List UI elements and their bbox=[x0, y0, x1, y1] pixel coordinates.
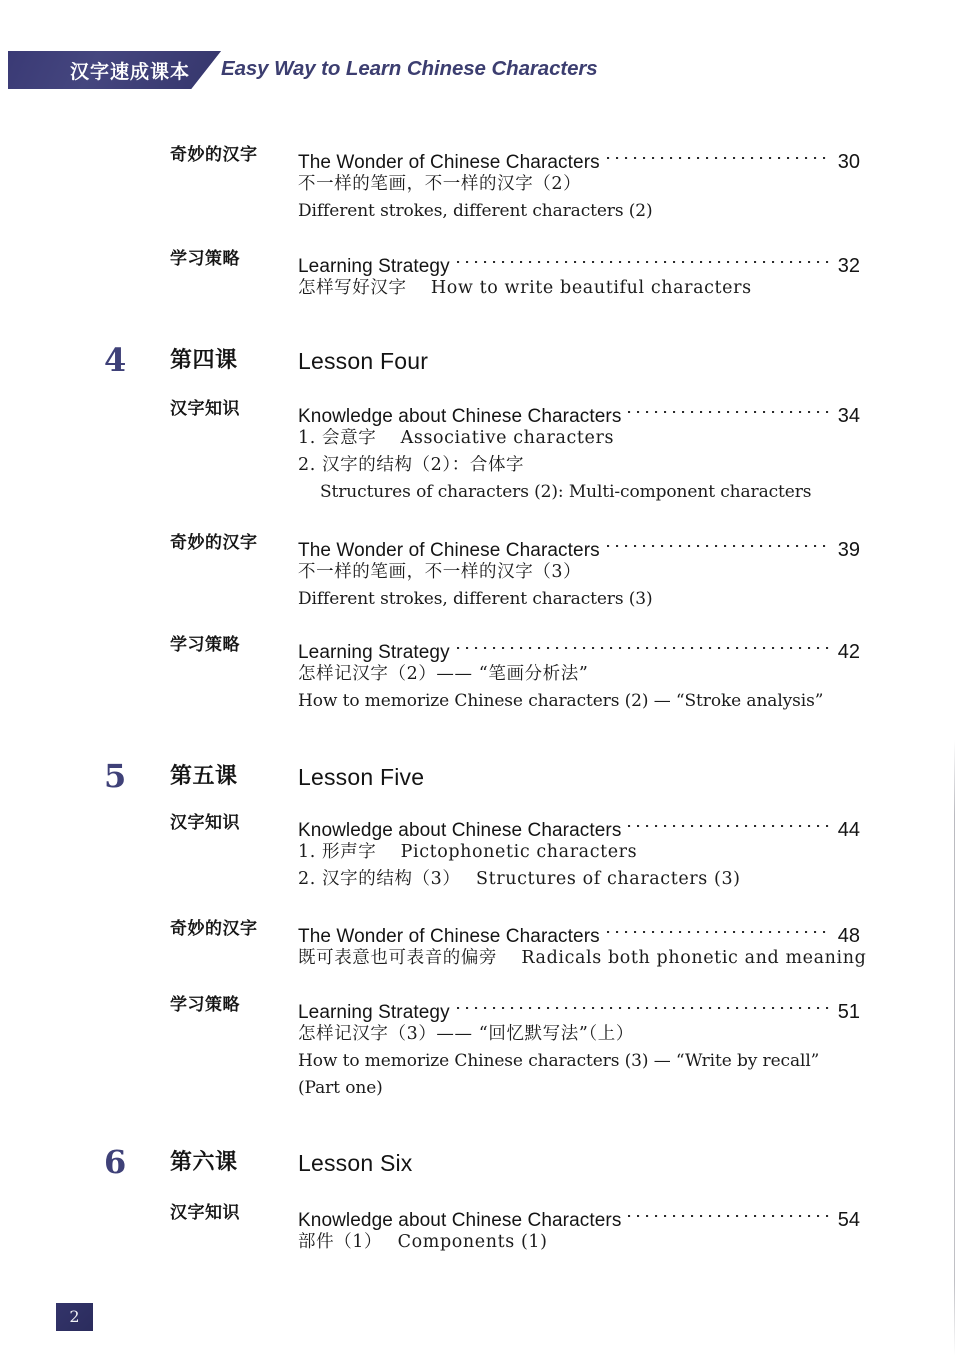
lesson-title-english: Lesson Five bbox=[298, 764, 425, 790]
running-head-english-title: Easy Way to Learn Chinese Characters bbox=[221, 57, 598, 80]
toc-entry-page-number: 48 bbox=[837, 925, 860, 947]
toc-entry-title: Knowledge about Chinese Characters bbox=[298, 1210, 622, 1231]
toc-entry-subline: 怎样写好汉字 How to write beautiful characters bbox=[298, 278, 752, 298]
toc-entry-category-label: 汉字知识 bbox=[170, 1203, 240, 1223]
toc-entry-subline: 1. 会意字 Associative characters bbox=[298, 428, 615, 448]
toc-entry-page-number: 54 bbox=[837, 1209, 860, 1231]
page-number: 2 bbox=[69, 1307, 80, 1326]
dot-leader bbox=[628, 1200, 829, 1226]
toc-entry-category-label: 奇妙的汉字 bbox=[170, 919, 258, 939]
toc-entry-subline: 2. 汉字的结构（3） Structures of characters (3) bbox=[298, 869, 741, 889]
toc-entry-subline: Different strokes, different characters (3) bbox=[298, 589, 653, 609]
lesson-heading bbox=[0, 1143, 960, 1186]
toc-entry-category-label: 学习策略 bbox=[170, 249, 240, 269]
dot-leader bbox=[607, 916, 829, 942]
toc-entry-main-line[interactable] bbox=[298, 810, 860, 841]
lesson-number: 6 bbox=[104, 1143, 127, 1181]
lesson-heading bbox=[0, 341, 960, 384]
toc-entry-title: The Wonder of Chinese Characters bbox=[298, 540, 600, 561]
toc-entry-title: Learning Strategy bbox=[298, 1002, 450, 1023]
toc-entry-subline: 怎样记汉字（2）—— “笔画分析法” bbox=[298, 664, 589, 684]
lesson-title-english: Lesson Six bbox=[298, 1150, 413, 1176]
dot-leader bbox=[457, 246, 829, 272]
toc-entry-page-number: 34 bbox=[837, 405, 860, 427]
toc-entry-category-label: 学习策略 bbox=[170, 635, 240, 655]
toc-entry-subline: 不一样的笔画，不一样的汉字（2） bbox=[298, 174, 582, 194]
dot-leader bbox=[457, 992, 829, 1018]
lesson-title-chinese: 第四课 bbox=[170, 348, 238, 373]
dot-leader bbox=[628, 810, 829, 836]
toc-entry-subline: How to memorize Chinese characters (2) — “Stroke analysis” bbox=[298, 691, 824, 711]
toc-entry-category-label: 奇妙的汉字 bbox=[170, 533, 258, 553]
toc-entry-main-line[interactable] bbox=[298, 142, 860, 173]
page-number-badge bbox=[56, 1303, 93, 1331]
toc-entry-main-line[interactable] bbox=[298, 246, 860, 277]
dot-leader bbox=[607, 142, 829, 168]
toc-entry-title: The Wonder of Chinese Characters bbox=[298, 152, 600, 173]
toc-entry-title: The Wonder of Chinese Characters bbox=[298, 926, 600, 947]
toc-entry-title: Knowledge about Chinese Characters bbox=[298, 820, 622, 841]
lesson-number: 4 bbox=[104, 341, 127, 379]
toc-entry-main-line[interactable] bbox=[298, 916, 860, 947]
lesson-title-chinese: 第五课 bbox=[170, 764, 238, 789]
toc-entry-page-number: 39 bbox=[837, 539, 860, 561]
dot-leader bbox=[628, 396, 829, 422]
toc-entry-page-number: 32 bbox=[837, 255, 860, 277]
toc-entry-page-number: 42 bbox=[837, 641, 860, 663]
lesson-title-chinese: 第六课 bbox=[170, 1150, 238, 1175]
toc-entry-subline: Different strokes, different characters (2) bbox=[298, 201, 653, 221]
toc-entry-category-label: 汉字知识 bbox=[170, 813, 240, 833]
toc-entry-subline: 怎样记汉字（3）—— “回忆默写法”（上） bbox=[298, 1024, 634, 1044]
toc-entry-main-line[interactable] bbox=[298, 396, 860, 427]
toc-entry-subline: 既可表意也可表音的偏旁 Radicals both phonetic and meaning bbox=[298, 948, 867, 968]
toc-entry-subline: 不一样的笔画，不一样的汉字（3） bbox=[298, 562, 582, 582]
toc-entry-main-line[interactable] bbox=[298, 632, 860, 663]
toc-entry-title: Learning Strategy bbox=[298, 642, 450, 663]
toc-entry-subline: 部件（1） Components (1) bbox=[298, 1232, 548, 1252]
lesson-number: 5 bbox=[104, 757, 127, 795]
toc-entry-page-number: 51 bbox=[837, 1001, 860, 1023]
running-head bbox=[0, 0, 960, 112]
running-head-chinese-title: 汉字速成课本 bbox=[70, 61, 191, 83]
toc-entry-page-number: 44 bbox=[837, 819, 860, 841]
toc-entry-subline: 2. 汉字的结构（2）：合体字 bbox=[298, 455, 525, 475]
dot-leader bbox=[457, 632, 829, 658]
toc-entry-category-label: 奇妙的汉字 bbox=[170, 145, 258, 165]
toc-entry-title: Knowledge about Chinese Characters bbox=[298, 406, 622, 427]
lesson-heading bbox=[0, 757, 960, 800]
toc-entry-category-label: 汉字知识 bbox=[170, 399, 240, 419]
toc-entry-subline: (Part one) bbox=[298, 1078, 383, 1098]
toc-entry-main-line[interactable] bbox=[298, 1200, 860, 1231]
toc-entry-category-label: 学习策略 bbox=[170, 995, 240, 1015]
toc-entry-main-line[interactable] bbox=[298, 992, 860, 1023]
dot-leader bbox=[607, 530, 829, 556]
scan-artifact-line bbox=[954, 740, 955, 1356]
toc-entry-subline: 1. 形声字 Pictophonetic characters bbox=[298, 842, 638, 862]
toc-entry-subline: How to memorize Chinese characters (3) — “Write by recall” bbox=[298, 1051, 820, 1071]
toc-entry-title: Learning Strategy bbox=[298, 256, 450, 277]
toc-entry-page-number: 30 bbox=[837, 151, 860, 173]
toc-entry-main-line[interactable] bbox=[298, 530, 860, 561]
toc-entry-subline: Structures of characters (2): Multi-component characters bbox=[320, 482, 812, 502]
lesson-title-english: Lesson Four bbox=[298, 348, 429, 374]
